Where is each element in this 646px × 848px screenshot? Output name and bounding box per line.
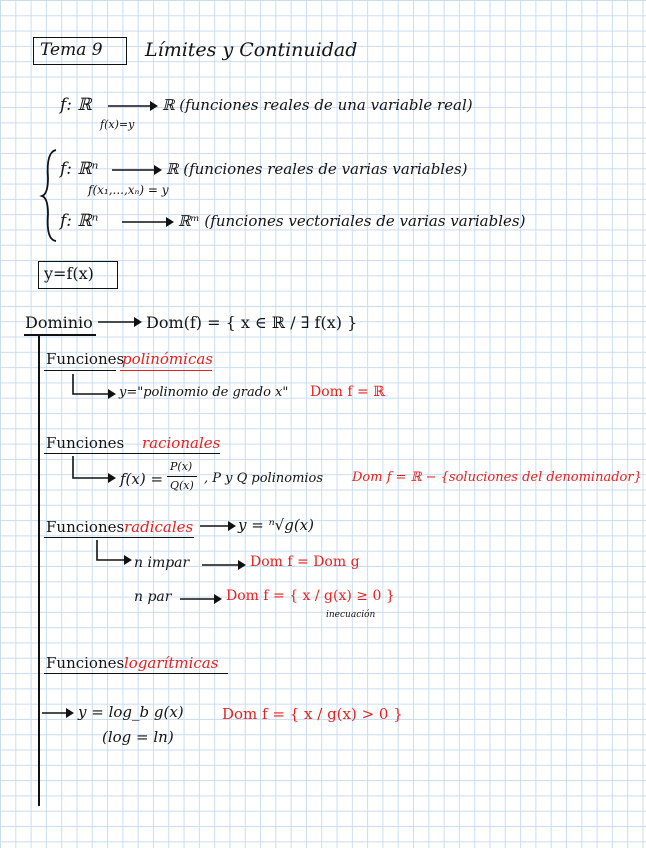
radicales-par-label: n par bbox=[134, 589, 172, 605]
page-title: Límites y Continuidad bbox=[145, 39, 358, 61]
section-racionales-head: Funciones bbox=[46, 434, 125, 452]
arrow-right-icon bbox=[98, 316, 142, 328]
radicales-impar-label: n impar bbox=[134, 555, 190, 571]
radicales-underline bbox=[44, 537, 194, 538]
dominio-underline bbox=[24, 334, 96, 336]
racionales-numerator: P(x) bbox=[170, 460, 193, 473]
boxed-equation-text: y=f(x) bbox=[44, 264, 94, 283]
polinomicas-underline bbox=[44, 370, 116, 371]
def-line-2-sub: f(x₁,...,xₙ) = y bbox=[88, 183, 169, 197]
section-logaritmicas-head-red: logarítmicas bbox=[124, 654, 219, 672]
section-polinomicas-head: Funciones bbox=[46, 350, 125, 368]
racionales-note: , P y Q polinomios bbox=[204, 471, 324, 486]
polinomicas-formula: y="polinomio de grado x" bbox=[119, 385, 289, 400]
arrow-right-icon bbox=[108, 100, 158, 112]
def-line-2-domain: f: ℝⁿ bbox=[60, 159, 99, 179]
arrow-right-icon bbox=[122, 216, 174, 228]
def-line-1-sub: f(x)=y bbox=[100, 118, 135, 131]
arrow-right-icon bbox=[112, 164, 162, 176]
logaritmicas-note: (log = ln) bbox=[102, 728, 174, 746]
radicales-formula: y = ⁿ√g(x) bbox=[238, 516, 314, 534]
elbow-arrow-icon bbox=[72, 374, 116, 404]
def-line-3-codomain: ℝᵐ (funciones vectoriales de varias variables) bbox=[178, 212, 526, 230]
dominio-definition: Dom(f) = { x ∈ ℝ / ∃ f(x) } bbox=[146, 313, 358, 332]
tree-main-line bbox=[38, 336, 40, 806]
tema-label: Tema 9 bbox=[40, 40, 103, 60]
logaritmicas-dom: Dom f = { x / g(x) > 0 } bbox=[222, 705, 403, 723]
dominio-label: Dominio bbox=[25, 313, 93, 332]
arrow-right-icon bbox=[202, 559, 246, 571]
radicales-impar-dom: Dom f = Dom g bbox=[250, 554, 360, 570]
section-radicales-head-red: radicales bbox=[124, 518, 194, 536]
logaritmicas-formula: y = log_b g(x) bbox=[78, 703, 184, 721]
racionales-denominator: Q(x) bbox=[170, 479, 194, 492]
def-line-1-domain: f: ℝ bbox=[60, 95, 92, 115]
polinomicas-dom: Dom f = ℝ bbox=[310, 384, 385, 400]
polinomicas-underline-red bbox=[120, 370, 212, 371]
arrow-right-icon bbox=[200, 520, 236, 532]
radicales-par-note: inecuación bbox=[326, 610, 376, 620]
section-racionales-head-red: racionales bbox=[142, 434, 221, 452]
left-brace-icon bbox=[40, 148, 60, 243]
racionales-dom: Dom f = ℝ − {soluciones del denominador} bbox=[352, 470, 642, 485]
arrow-right-icon bbox=[42, 707, 74, 719]
arrow-right-icon bbox=[180, 593, 222, 605]
def-line-3-domain: f: ℝⁿ bbox=[60, 211, 99, 231]
fraction-bar bbox=[167, 476, 197, 477]
logaritmicas-underline bbox=[44, 673, 228, 674]
section-logaritmicas-head: Funciones bbox=[46, 654, 125, 672]
racionales-underline bbox=[44, 453, 220, 454]
elbow-arrow-icon bbox=[72, 456, 116, 486]
elbow-arrow-icon bbox=[96, 540, 132, 568]
racionales-lhs: f(x) = bbox=[120, 470, 164, 488]
radicales-par-dom: Dom f = { x / g(x) ≥ 0 } bbox=[226, 588, 395, 604]
def-line-2-codomain: ℝ (funciones reales de varias variables) bbox=[166, 160, 468, 178]
def-line-1-codomain: ℝ (funciones reales de una variable real) bbox=[162, 96, 473, 114]
section-radicales-head: Funciones bbox=[46, 518, 125, 536]
section-polinomicas-head-red: polinómicas bbox=[122, 350, 213, 368]
